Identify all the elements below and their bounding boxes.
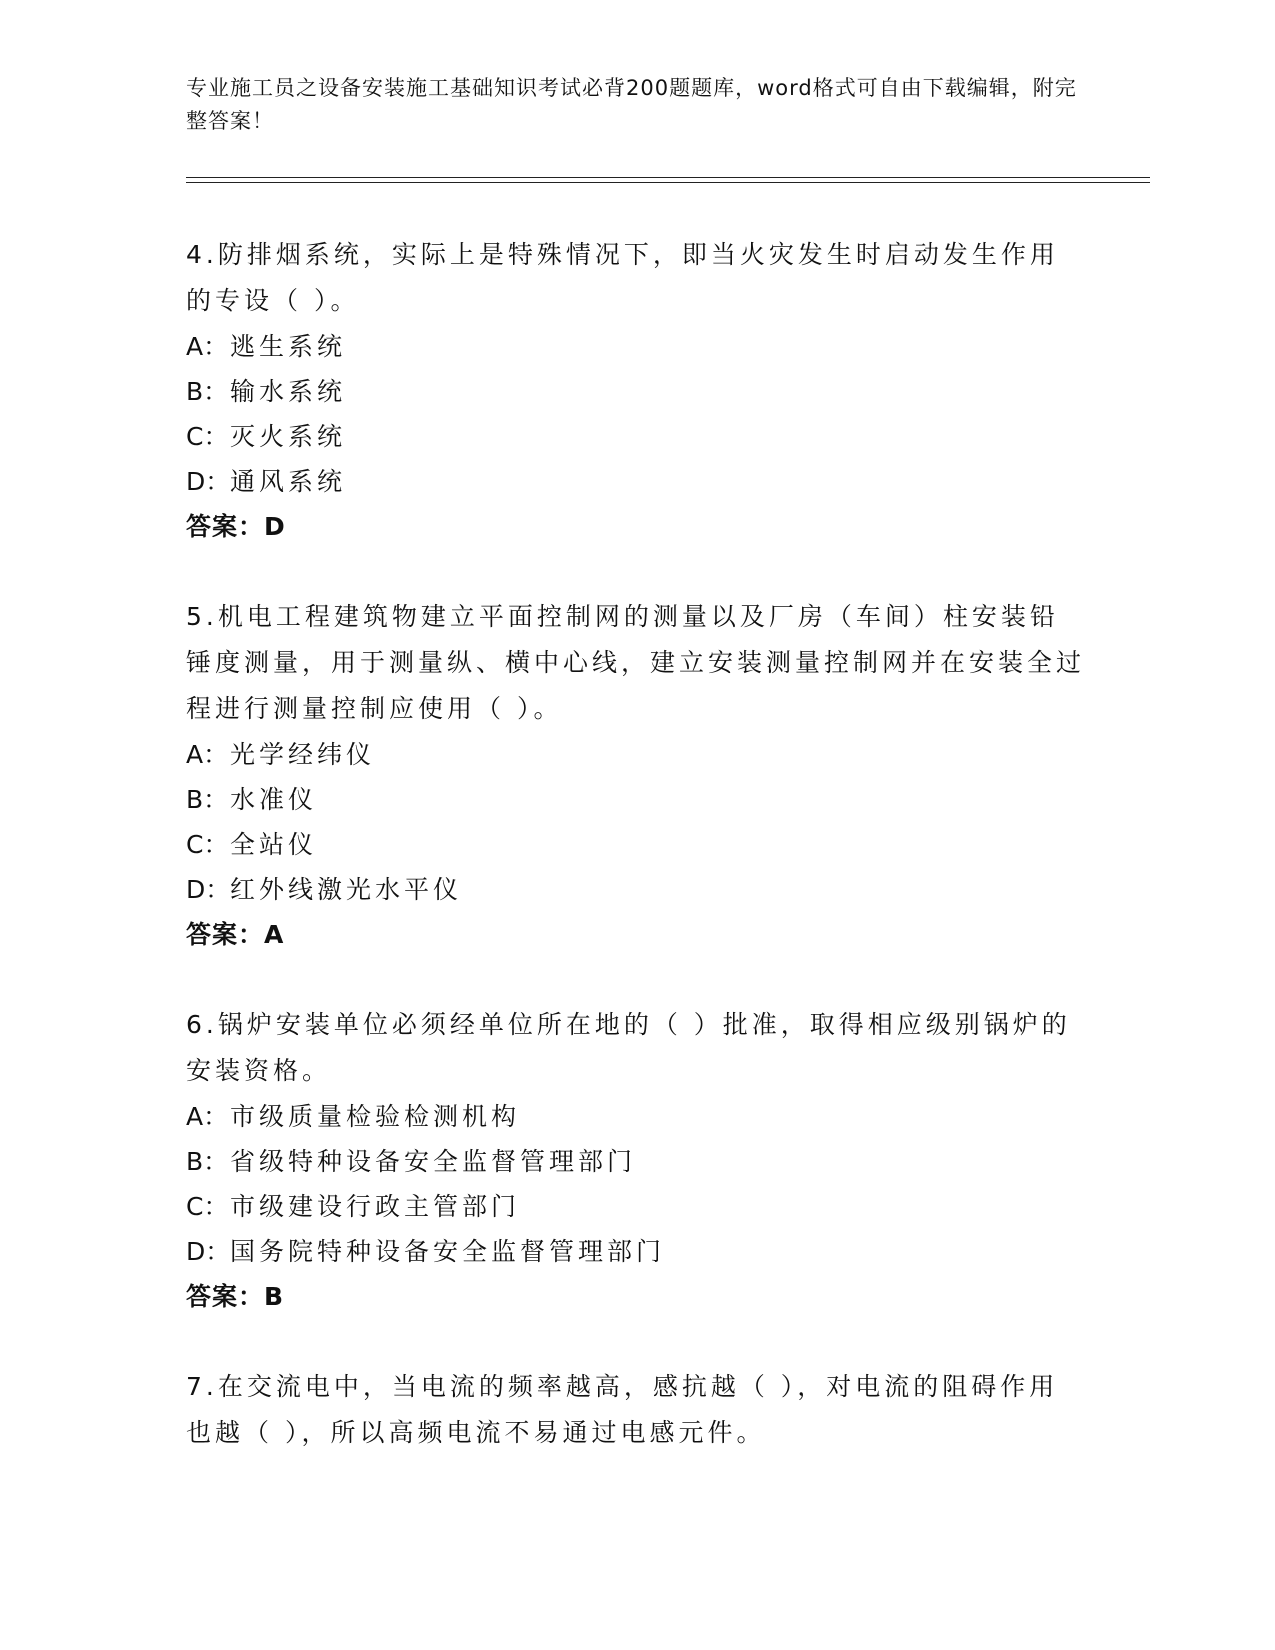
option-letter: A： bbox=[186, 740, 229, 769]
option-letter: D： bbox=[186, 467, 231, 496]
answer-line: 答案：D bbox=[186, 512, 286, 541]
answer-line: 答案：B bbox=[186, 1282, 285, 1311]
question-6 bbox=[186, 1002, 1086, 1320]
question-text: 6.锅炉安装单位必须经单位所在地的（ ）批准，取得相应级别锅炉的安装资格。 bbox=[186, 1010, 1071, 1085]
question-text: 7.在交流电中，当电流的频率越高，感抗越（ ），对电流的阻碍作用也越（ ），所以高频电流不易通过电感元件。 bbox=[186, 1372, 1059, 1447]
option-text: 市级质量检验检测机构 bbox=[230, 1102, 521, 1131]
option-letter: B： bbox=[186, 785, 229, 814]
option-d bbox=[186, 867, 1086, 912]
option-letter: B： bbox=[186, 377, 229, 406]
option-letter: B： bbox=[186, 1147, 229, 1176]
option-c bbox=[186, 1184, 1086, 1229]
option-text: 灭火系统 bbox=[230, 422, 347, 451]
option-text: 省级特种设备安全监督管理部门 bbox=[230, 1147, 637, 1176]
question-text: 5.机电工程建筑物建立平面控制网的测量以及厂房（车间）柱安装铅锤度测量，用于测量纵、横中心线，建立安装测量控制网并在安装全过程进行测量控制应使用（ ）。 bbox=[186, 602, 1086, 723]
header-divider bbox=[186, 177, 1150, 183]
option-b bbox=[186, 777, 1086, 822]
question-5 bbox=[186, 594, 1086, 958]
answer-line: 答案：A bbox=[186, 920, 285, 949]
option-d bbox=[186, 459, 1086, 504]
option-text: 输水系统 bbox=[230, 377, 347, 406]
option-text: 光学经纬仪 bbox=[230, 740, 376, 769]
document-header: 专业施工员之设备安装施工基础知识考试必背200题题库，word格式可自由下载编辑，附完整答案！ bbox=[186, 76, 1077, 133]
option-letter: C： bbox=[186, 422, 229, 451]
option-letter: C： bbox=[186, 830, 229, 859]
question-4 bbox=[186, 232, 1086, 550]
option-text: 市级建设行政主管部门 bbox=[230, 1192, 521, 1221]
option-letter: C： bbox=[186, 1192, 229, 1221]
option-a bbox=[186, 1094, 1086, 1139]
option-a bbox=[186, 732, 1086, 777]
option-c bbox=[186, 822, 1086, 867]
option-d bbox=[186, 1229, 1086, 1274]
option-text: 红外线激光水平仪 bbox=[230, 875, 463, 904]
option-letter: D： bbox=[186, 875, 231, 904]
option-b bbox=[186, 369, 1086, 414]
option-text: 通风系统 bbox=[230, 467, 347, 496]
option-letter: D： bbox=[186, 1237, 231, 1266]
option-text: 逃生系统 bbox=[230, 332, 347, 361]
question-text: 4.防排烟系统，实际上是特殊情况下，即当火灾发生时启动发生作用的专设（ ）。 bbox=[186, 240, 1059, 315]
question-7 bbox=[186, 1364, 1086, 1456]
option-c bbox=[186, 414, 1086, 459]
option-text: 水准仪 bbox=[230, 785, 318, 814]
option-letter: A： bbox=[186, 1102, 229, 1131]
option-a bbox=[186, 324, 1086, 369]
option-b bbox=[186, 1139, 1086, 1184]
option-text: 国务院特种设备安全监督管理部门 bbox=[230, 1237, 666, 1266]
option-text: 全站仪 bbox=[230, 830, 318, 859]
question-list bbox=[186, 232, 1086, 1500]
option-letter: A： bbox=[186, 332, 229, 361]
